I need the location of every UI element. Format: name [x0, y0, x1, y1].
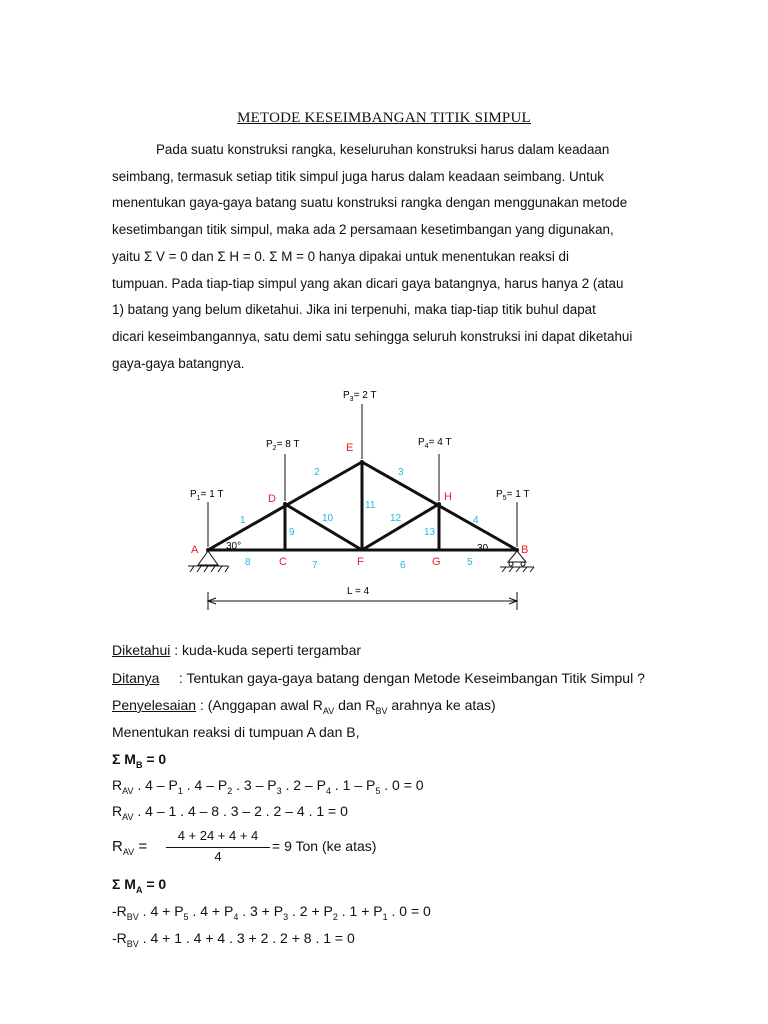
support-b-hatch	[516, 567, 520, 572]
subscript: 3	[276, 785, 282, 796]
sum-ma-heading	[112, 876, 166, 895]
subscript: AV	[122, 811, 134, 822]
node-label-f: F	[357, 556, 364, 568]
member-10-line	[285, 504, 362, 550]
subscript: AV	[122, 847, 135, 857]
equation-tail: = 0	[142, 876, 167, 892]
eq-text: . 0 = 0	[380, 777, 424, 793]
page-title: METODE KESEIMBANGAN TITIK SIMPUL	[237, 110, 531, 126]
subscript: A	[135, 884, 143, 895]
paragraph-line: menentukan gaya-gaya batang suatu konstruksi rangka dengan menggunakan metode	[112, 195, 628, 211]
paragraph-line: 1) batang yang belum diketahui. Jika ini terpenuhi, maka tiap-tiap titik buhul dapat	[112, 302, 596, 318]
member-label-8: 8	[245, 557, 251, 568]
node-label-d: D	[268, 493, 276, 505]
subscript: 1	[382, 911, 388, 922]
eq-text: . 1 + P	[337, 903, 383, 919]
eq-text: . 3 – P	[232, 777, 277, 793]
member-label-13: 13	[424, 527, 436, 538]
subscript: 4	[325, 785, 331, 796]
node-label-h: H	[444, 491, 452, 503]
equation-2	[112, 803, 348, 822]
subscript: BV	[126, 911, 139, 922]
eq-text: -R	[112, 903, 127, 919]
eq-text: . 1 – P	[330, 777, 376, 793]
equation-1	[112, 777, 424, 796]
eq-text: . 2 + P	[288, 903, 333, 919]
support-a-hatch	[225, 566, 229, 572]
eq-text: . 4 + P	[188, 903, 234, 919]
sigma-text: Σ M	[112, 876, 136, 892]
angle-label-left: 30°	[226, 541, 242, 552]
member-label-2: 2	[314, 467, 320, 478]
support-a-hatch	[218, 566, 222, 572]
support-a-triangle	[198, 551, 218, 565]
subscript: 2	[227, 785, 233, 796]
eq-text: . 2 – P	[281, 777, 326, 793]
fraction-bar	[166, 847, 270, 848]
support-b	[500, 551, 534, 572]
member-label-3: 3	[398, 467, 404, 478]
member-label-4: 4	[473, 515, 479, 526]
node-dot-h	[437, 502, 441, 506]
penyelesaian-text: dan R	[334, 697, 376, 713]
member-label-12: 12	[390, 513, 402, 524]
eq-text: . 4 – P	[182, 777, 228, 793]
ditanya-line	[112, 670, 645, 686]
subscript: B	[135, 759, 143, 770]
support-a-hatch	[197, 566, 201, 572]
member-label-11: 11	[365, 500, 376, 511]
member-label-7: 7	[312, 560, 318, 571]
subscript: 3	[283, 911, 289, 922]
subscript: 5	[375, 785, 381, 796]
node-label-a: A	[191, 544, 199, 556]
load-label-p5: $P_5= 1$ T	[496, 489, 530, 502]
member-label-9: 9	[289, 527, 295, 538]
diketahui-label: Diketahui	[112, 642, 171, 658]
paragraph-line	[112, 137, 657, 164]
penyelesaian-text: arahnya ke atas)	[387, 697, 496, 713]
paragraph-line: gaya-gaya batangnya.	[112, 355, 245, 371]
support-a-hatch	[211, 566, 215, 572]
member-label-10: 10	[322, 513, 334, 524]
node-label-b: B	[521, 544, 529, 556]
truss-diagram	[170, 382, 550, 612]
node-label-e: E	[346, 442, 354, 454]
diketahui-text: : kuda-kuda seperti tergambar	[170, 642, 362, 658]
subscript: 5	[183, 911, 189, 922]
ditanya-label: Ditanya	[112, 670, 160, 686]
eq-text: . 4 + 1 . 4 + 4 . 3 + 2 . 2 + 8 . 1 = 0	[138, 930, 355, 946]
member-label-1: 1	[240, 515, 246, 526]
node-dot-d	[283, 502, 287, 506]
support-b-hatch	[509, 567, 513, 572]
eq-text: . 3 + P	[238, 903, 284, 919]
fraction-lhs	[112, 838, 147, 857]
node-label-g: G	[432, 556, 441, 568]
paragraph-line: kesetimbangan titik simpul, maka ada 2 persamaan kesetimbangan yang digunakan,	[112, 222, 614, 238]
paragraph-line: tumpuan. Pada tiap-tiap simpul yang akan dicari gaya batangnya, harus hanya 2 (atau	[112, 275, 624, 291]
load-label-p1: $P_1= 1$ T	[190, 489, 224, 502]
paragraph-line: yaitu Σ V = 0 dan Σ H = 0. Σ M = 0 hanya dipakai untuk menentukan reaksi di	[112, 248, 569, 264]
menentukan-line: Menentukan reaksi di tumpuan A dan B,	[112, 724, 360, 740]
eq-text: -R	[112, 930, 127, 946]
equation-3	[112, 903, 431, 922]
paragraph-text: Pada suatu konstruksi rangka, keseluruhan konstruksi harus dalam keadaan	[156, 142, 610, 157]
equation-4	[112, 930, 355, 949]
diketahui-line	[112, 642, 361, 658]
support-b-roller	[509, 562, 513, 566]
load-label-p3: $P_3= 2$ T	[343, 390, 377, 403]
support-a-hatch	[204, 566, 208, 572]
ditanya-text: : Tentukan gaya-gaya batang dengan Metode Keseimbangan Titik Simpul ?	[159, 670, 645, 686]
subscript: AV	[122, 785, 134, 796]
subscript: 2	[332, 911, 338, 922]
truss-members	[208, 462, 517, 550]
subscript: BV	[375, 705, 388, 716]
support-b-hatch	[523, 567, 527, 572]
span-label: L = 4	[347, 586, 370, 597]
subscript: BV	[126, 938, 139, 949]
load-label-p4: $P_4= 4$ T	[418, 437, 452, 450]
support-b-hatch	[502, 567, 506, 572]
paragraph-line: seimbang, termasuk setiap titik simpul juga harus dalam keadaan seimbang. Untuk	[112, 168, 604, 184]
support-b-hatch	[530, 567, 534, 572]
sum-mb-heading	[112, 751, 166, 770]
sigma-text: Σ M	[112, 751, 136, 767]
eq-text: . 4 + P	[138, 903, 184, 919]
intro-paragraph	[112, 137, 657, 377]
node-dot-e	[360, 460, 364, 464]
node-label-c: C	[279, 556, 287, 568]
penyelesaian-line	[112, 697, 496, 716]
fraction-result: = 9 Ton (ke atas)	[272, 838, 377, 854]
eq-text: . 4 – P	[133, 777, 178, 793]
member-label-5: 5	[467, 557, 473, 568]
subscript: 4	[233, 911, 239, 922]
support-b-roller	[521, 562, 525, 566]
support-a-hatch	[190, 566, 194, 572]
fraction-numerator: 4 + 24 + 4 + 4	[177, 828, 259, 843]
load-label-p2: $P_2= 8$ T	[266, 439, 300, 452]
eq-text: . 0 = 0	[387, 903, 431, 919]
eq-text: . 4 – 1 . 4 – 8 . 3 – 2 . 2 – 4 . 1 = 0	[133, 803, 348, 819]
eq-text: =	[134, 838, 148, 855]
subscript: 1	[177, 785, 183, 796]
paragraph-line: dicari keseimbangannya, satu demi satu sehingga seluruh konstruksi ini dapat diketahui	[112, 328, 633, 344]
penyelesaian-label: Penyelesaian	[112, 697, 197, 713]
eq-text: R	[112, 803, 123, 819]
fraction-denominator: 4	[214, 849, 222, 864]
penyelesaian-text: : (Anggapan awal R	[196, 697, 323, 713]
angle-label-right: 30	[477, 543, 489, 554]
eq-text: R	[112, 838, 123, 855]
subscript: AV	[322, 705, 335, 716]
eq-text: R	[112, 777, 123, 793]
member-label-6: 6	[400, 560, 406, 571]
equation-tail: = 0	[142, 751, 167, 767]
